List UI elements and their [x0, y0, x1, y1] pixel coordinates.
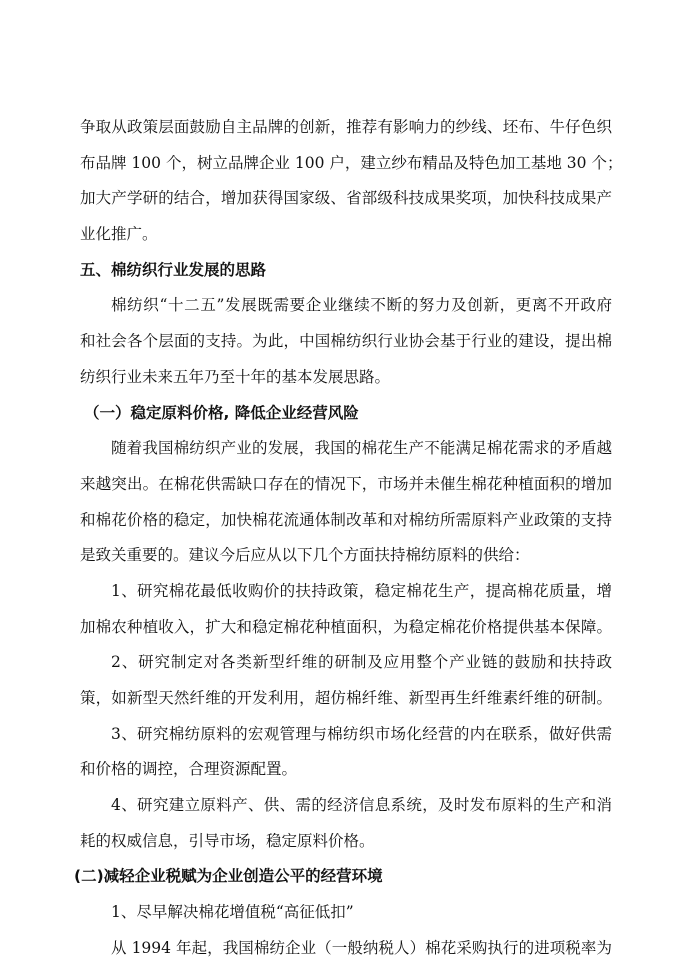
- list-item-line: 4、研究建立原料产、供、需的经济信息系统，及时发布原料的生产和消: [111, 796, 612, 815]
- paragraph-line: 争取从政策层面鼓励自主品牌的创新，推荐有影响力的纱线、坯布、牛仔色织: [80, 118, 612, 136]
- list-item-line: 和价格的调控，合理资源配置。: [80, 760, 298, 779]
- document-page: [74, 110, 623, 967]
- list-item-line: 策，如新型天然纤维的开发利用，超仿棉纤维、新型再生纤维素纤维的研制。: [80, 689, 612, 707]
- paragraph-line: 纺织行业未来五年乃至十年的基本发展思路。: [80, 367, 391, 386]
- list-item-line: 2、研究制定对各类新型纤维的研制及应用整个产业链的鼓励和扶持政: [111, 653, 612, 672]
- list-item-line: 耗的权威信息，引导市场，稳定原料价格。: [80, 831, 375, 850]
- paragraph-line: 业化推广。: [80, 225, 158, 244]
- section-heading: 五、棉纺织行业发展的思路: [80, 260, 267, 279]
- paragraph-line: 是致关重要的。建议今后应从以下几个方面扶持棉纺原料的供给：: [80, 546, 530, 565]
- paragraph-line: 布品牌 100 个，树立品牌企业 100 户，建立纱布精品及特色加工基地 30 个；: [80, 153, 623, 172]
- paragraph-line: 棉纺织“十二五”发展既需要企业继续不断的努力及创新，更离不开政府: [111, 296, 612, 315]
- paragraph-line: 从 1994 年起，我国棉纺企业（一般纳税人）棉花采购执行的进项税率为: [111, 938, 612, 957]
- subsection-heading: （一）稳定原料价格, 降低企业经营风险: [84, 403, 359, 422]
- paragraph-line: 和社会各个层面的支持。为此，中国棉纺织行业协会基于行业的建设，提出棉: [80, 332, 612, 351]
- subsection-heading: (二)减轻企业税赋为企业创造公平的经营环境: [74, 867, 383, 886]
- list-item-line: 加棉农种植收入，扩大和稳定棉花种植面积，为稳定棉花价格提供基本保障。: [80, 617, 612, 636]
- list-item-line: 3、研究棉纺原料的宏观管理与棉纺织市场化经营的内在联系，做好供需: [111, 724, 612, 743]
- paragraph-line: 加大产学研的结合，增加获得国家级、省部级科技成果奖项，加快科技成果产: [80, 189, 612, 208]
- list-item-line: 1、研究棉花最低收购价的扶持政策，稳定棉花生产，提高棉花质量，增: [111, 581, 612, 600]
- paragraph-line: 来越突出。在棉花供需缺口存在的情况下，市场并未催生棉花种植面积的增加: [80, 474, 612, 493]
- paragraph-line: 随着我国棉纺织产业的发展，我国的棉花生产不能满足棉花需求的矛盾越: [111, 439, 612, 458]
- paragraph-line: 和棉花价格的稳定，加快棉花流通体制改革和对棉纺所需原料产业政策的支持: [80, 510, 612, 529]
- paragraph-line: 1、尽早解决棉花增值税“高征低扣”: [111, 903, 354, 922]
